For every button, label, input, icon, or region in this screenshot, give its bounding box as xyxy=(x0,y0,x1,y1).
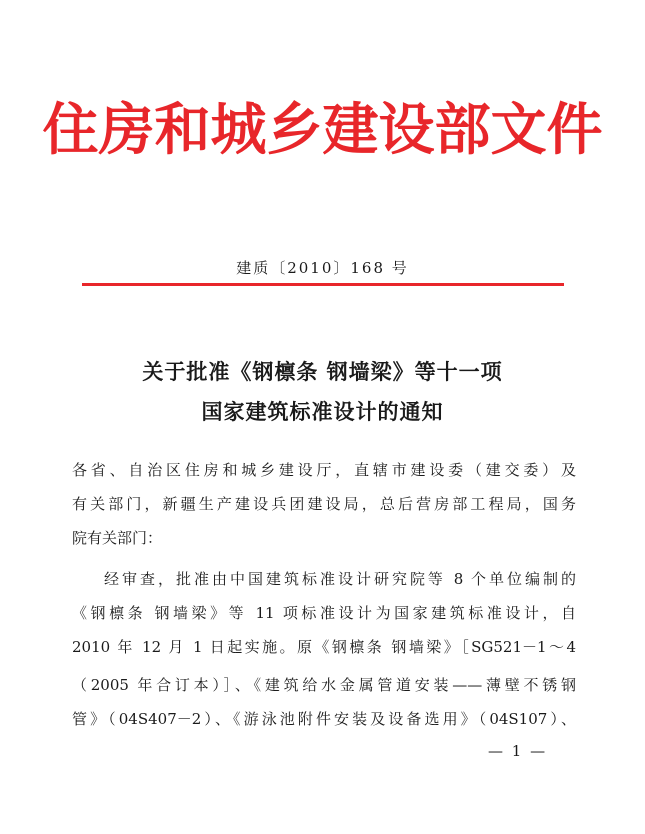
document-number: 建质〔2010〕168 号 xyxy=(236,259,409,277)
issuing-authority-header: 住房和城乡建设部文件 xyxy=(42,97,603,163)
body-line: 《钢檩条 钢墙梁》等 11 项标准设计为国家建筑标准设计，自 xyxy=(72,604,576,622)
body-line: 2010 年 12 月 1 日起实施。原《钢檩条 钢墙梁》［SG521－1～4 xyxy=(72,638,576,656)
body-line: 各省、自治区住房和城乡建设厅，直辖市建设委（建交委）及 xyxy=(72,461,576,479)
body-line: 管》（04S407－2）、《游泳池附件安装及设备选用》（04S107）、 xyxy=(72,710,576,728)
red-divider-line xyxy=(82,283,564,286)
page-number: — 1 — xyxy=(488,742,548,760)
subject-line-2: 国家建筑标准设计的通知 xyxy=(201,399,444,424)
body-line: （2005 年合订本）］、《建筑给水金属管道安装——薄壁不锈钢 xyxy=(72,676,576,694)
body-line: 院有关部门： xyxy=(72,529,163,547)
body-line: 经审查，批准由中国建筑标准设计研究院等 8 个单位编制的 xyxy=(104,570,576,588)
body-line: 有关部门，新疆生产建设兵团建设局，总后营房部工程局，国务 xyxy=(72,495,576,513)
subject-line-1: 关于批准《钢檩条 钢墙梁》等十一项 xyxy=(142,359,503,384)
